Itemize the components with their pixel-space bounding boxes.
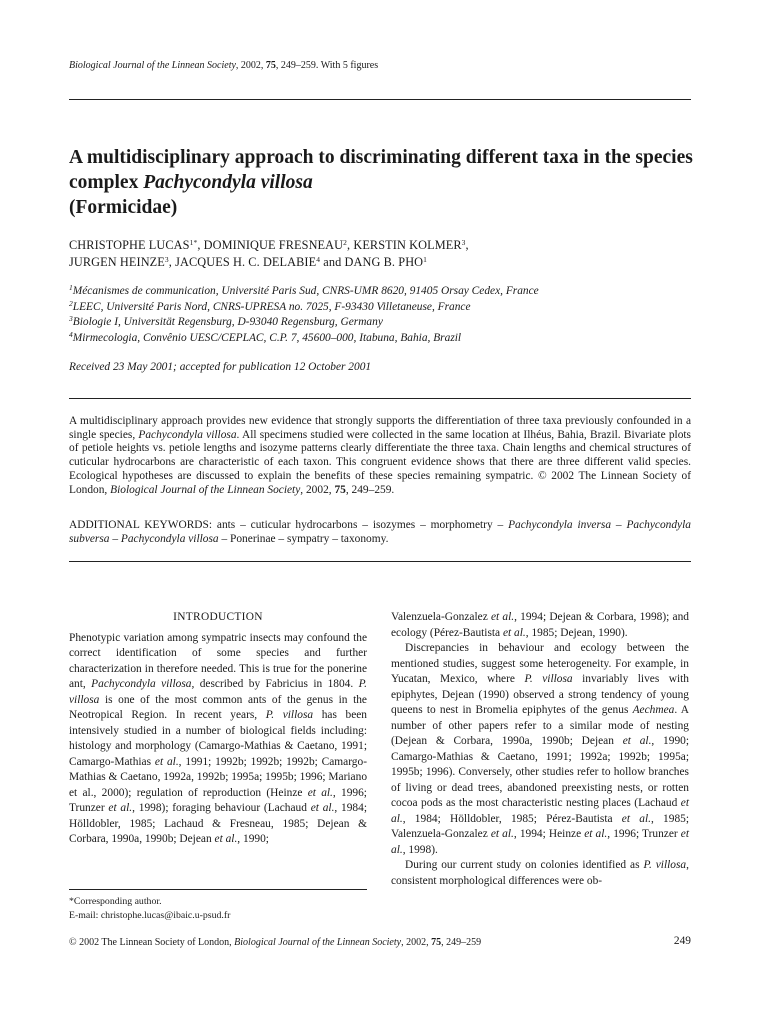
paragraph-text: , 1996; Trunzer <box>69 786 367 814</box>
keywords <box>69 519 691 546</box>
title-species: Pachycondyla villosa <box>143 172 313 193</box>
section-heading: INTRODUCTION <box>173 611 263 623</box>
citation-etal: et al. <box>154 755 179 768</box>
species-name: P. villosa <box>524 673 573 685</box>
journal-year: , 2002, <box>235 60 266 71</box>
affiliation-item <box>69 284 539 300</box>
received-dates: Received 23 May 2001; accepted for publication 12 October 2001 <box>69 361 372 373</box>
paragraph-text: , 1998). <box>402 843 438 856</box>
affiliation-number: 3 <box>69 314 73 323</box>
species-name: P. villosa <box>69 678 367 706</box>
author-affil-mark: 2 <box>343 238 347 247</box>
keyword-species: Pachycondyla subversa <box>69 519 691 545</box>
citation-etal: et al. <box>307 786 333 799</box>
citation-etal: et al. <box>502 626 526 639</box>
affiliation-text: Mirmecologia, Convênio UESC/CEPLAC, C.P. 7, 45600–000, Itabuna, Bahia, Brazil <box>72 331 462 344</box>
paragraph-text: , 1985; Dejean, 1990). <box>525 626 628 639</box>
affiliation-item <box>69 300 539 316</box>
citation-etal: et al. <box>310 802 335 814</box>
author-list <box>69 237 469 271</box>
keywords-text: ants – cuticular hydrocarbons – isozymes – morphometry – <box>212 519 509 531</box>
corresponding-author-note: *Corresponding author. <box>69 896 162 907</box>
paragraph <box>391 610 689 641</box>
author-name: CHRISTOPHE LUCAS <box>69 238 190 252</box>
paragraph-text: , 1990; Camargo-Mathias & Caetano, 1991; 1992a; 1992b; 1995a; 1995b; 1996). Conversely, other studies refer to hollow branches of living or dead trees, abandoned preexisting nests, or rotten cocoa pods as the most characteristic nesting places (Lachaud <box>391 735 689 809</box>
paragraph-text: , 1996; Trunzer <box>607 828 681 840</box>
paragraph-text: , 1991; 1992b; 1992b; 1992b; Camargo-Mathias & Caetano, 1992a, 1992b; 1995a; 1995b; 1996; Mariano et al., 2000); regulation of reproduction (Heinze <box>69 755 368 799</box>
author-name: , JACQUES H. C. DELABIE <box>168 255 317 269</box>
citation-etal: et al. <box>214 833 238 845</box>
title-text: A multidisciplinary approach to discriminating different taxa in the species complex <box>69 147 693 193</box>
citation-etal: et al. <box>584 828 608 840</box>
author-affil-mark: 1 <box>423 255 428 264</box>
paragraph-text: , 1984; Hölldobler, 1985; Pérez-Bautista <box>402 812 622 825</box>
paragraph-text: , 1994; Dejean & Corbara, 1998); and ecology (Pérez-Bautista <box>391 611 689 639</box>
journal-volume: 75 <box>265 60 276 71</box>
author-affil-mark: 1* <box>189 238 198 247</box>
footer-text: © 2002 The Linnean Society of London, <box>69 937 235 948</box>
paragraph-text: , 1990; <box>237 833 269 845</box>
affiliation-item <box>69 331 539 347</box>
author-affil-mark: 3 <box>164 255 169 264</box>
paragraph <box>391 858 689 889</box>
keywords-bottom-divider <box>69 561 691 562</box>
citation-etal: et al. <box>391 828 690 856</box>
paragraph-text: During our current study on colonies identified as <box>405 859 644 871</box>
footnote-divider <box>69 889 367 890</box>
author-name: JURGEN HEINZE <box>69 255 165 269</box>
affiliation-number: 1 <box>69 283 73 292</box>
paragraph <box>391 641 689 858</box>
page-number: 249 <box>673 935 691 947</box>
left-column <box>69 610 367 848</box>
keywords-text: – <box>611 519 627 531</box>
paragraph-text: Discrepancies in behaviour and ecology between the mentioned studies, suggest some heterogeneity. For example, in Yucatan, Mexico, where <box>391 642 689 685</box>
footer-journal: Biological Journal of the Linnean Society <box>234 937 402 948</box>
affiliation-text: Mécanismes de communication, Université Paris Sud, CNRS-UMR 8620, 91405 Orsay Cedex, France <box>72 285 539 297</box>
paragraph-text: , 1994; Heinze <box>513 828 585 840</box>
footer-text: , 2002, <box>401 937 432 948</box>
paragraph <box>69 631 367 848</box>
abstract <box>69 415 691 497</box>
affiliation-number: 4 <box>69 329 73 339</box>
paragraph-text: , 1984; Hölldobler, 1985; Lachaud & Fresneau, 1985; Dejean & Corbara, 1990a, 1990b; Dejean <box>69 802 367 845</box>
author-name: , DOMINIQUE FRESNEAU <box>197 238 344 252</box>
genus-name: Aechmea <box>632 704 675 716</box>
author-separator: , <box>465 238 469 252</box>
abstract-text: . All specimens studied were collected in the same location at Ilhéus, Bahia, Brazil. Bivariate plots of petiole heights vs. petiole lengths and isozyme patterns clearly differentiate the three taxa. Chain lengths and chemical structures of cuticular hydrocarbons are characteristic of each taxon. This congruent evidence shows that there are three different valid species. Ecological hypotheses are discussed to explain the benefits of these species remaining sympatric. © 2002 The Linnean Society of London, <box>69 428 691 496</box>
article-title <box>69 145 709 220</box>
paragraph-text: , 1998); foraging behaviour (Lachaud <box>132 802 311 814</box>
affiliation-number: 2 <box>69 298 73 308</box>
keywords-text: – <box>109 532 121 545</box>
footnotes <box>69 895 230 922</box>
keywords-text: – Ponerinae – sympatry – taxonomy. <box>218 532 389 545</box>
paragraph-text: described by Fabricius in 1804. <box>194 678 359 690</box>
author-affil-mark: 4 <box>316 255 321 264</box>
keyword-species: Pachycondyla villosa <box>120 532 219 545</box>
species-name: Pachycondyla villosa, <box>91 678 195 690</box>
paragraph-text: . A number of other papers refer to a similar mode of nesting (Dejean & Corbara, 1990a, 1990b; Dejean <box>391 704 689 747</box>
footer-text: , 249–259 <box>441 937 482 948</box>
paragraph-text: has been intensively studied in a number of biological fields including: histology and morphology (Camargo-Mathias & Caetano, 1991; Camargo-Mathias <box>69 709 367 768</box>
citation-etal: et al. <box>490 611 515 623</box>
species-name: P. villosa <box>265 709 314 721</box>
abstract-volume: 75 <box>334 483 346 496</box>
journal-pages: , 249–259. With 5 figures <box>275 60 379 71</box>
keyword-species: Pachycondyla inversa <box>508 519 612 531</box>
paragraph-text: Valenzuela-Gonzalez <box>391 611 491 623</box>
footer-volume: 75 <box>431 937 442 948</box>
paragraph-text: , consistent morphological differences were ob- <box>391 859 689 887</box>
paragraph-text: is one of the most common ants of the genus in the Neotropical Region. In recent years, <box>69 693 367 721</box>
paragraph-text: , 1985; Valenzuela-Gonzalez <box>391 812 689 840</box>
journal-name: Biological Journal of the Linnean Society <box>69 60 236 71</box>
paragraph-text: Phenotypic variation among sympatric insects may confound the correct identification of some species and further characterization in therefore needed. This is true for the ponerine ant, <box>69 631 367 690</box>
email-note: E-mail: christophe.lucas@ibaic.u-psud.fr <box>69 909 231 921</box>
citation-etal: et al. <box>622 735 652 747</box>
citation-etal: et al. <box>391 797 689 825</box>
abstract-text: A multidisciplinary approach provides new evidence that strongly supports the differentiation of three taxa previously confounded in a single species, <box>69 415 691 441</box>
citation-etal: et al. <box>108 802 133 814</box>
species-name: P. villosa <box>643 859 687 871</box>
affiliation-text: LEEC, Université Paris Nord, CNRS-UPRESA no. 7025, F-93430 Villetaneuse, France <box>72 300 471 313</box>
abstract-text: , 249–259. <box>345 483 395 496</box>
affiliation-text: Biologie I, Universität Regensburg, D-93040 Regensburg, Germany <box>72 316 383 328</box>
abstract-species: Pachycondyla villosa <box>138 428 237 441</box>
title-family: (Formicidae) <box>69 197 178 218</box>
paragraph-text: invariably lives with epiphytes, Dejean (1990) observed a strong tendency of young queens to nest in Bromelia epiphytes of the genus <box>391 673 689 716</box>
journal-citation <box>69 60 378 71</box>
affiliation-item <box>69 315 539 331</box>
keywords-label: ADDITIONAL KEYWORDS: <box>69 519 213 531</box>
header-divider <box>69 99 691 100</box>
page-footer <box>69 937 691 948</box>
author-affil-mark: 3 <box>461 238 466 247</box>
abstract-journal: Biological Journal of the Linnean Society <box>110 483 301 496</box>
abstract-text: , 2002, <box>300 483 335 496</box>
author-name: and DANG B. PHO <box>320 255 424 269</box>
author-name: , KERSTIN KOLMER <box>346 238 462 252</box>
abstract-top-divider <box>69 398 691 399</box>
citation-etal: et al. <box>621 812 651 825</box>
citation-etal: et al. <box>490 828 514 840</box>
right-column <box>391 610 689 889</box>
affiliation-list <box>69 284 539 346</box>
